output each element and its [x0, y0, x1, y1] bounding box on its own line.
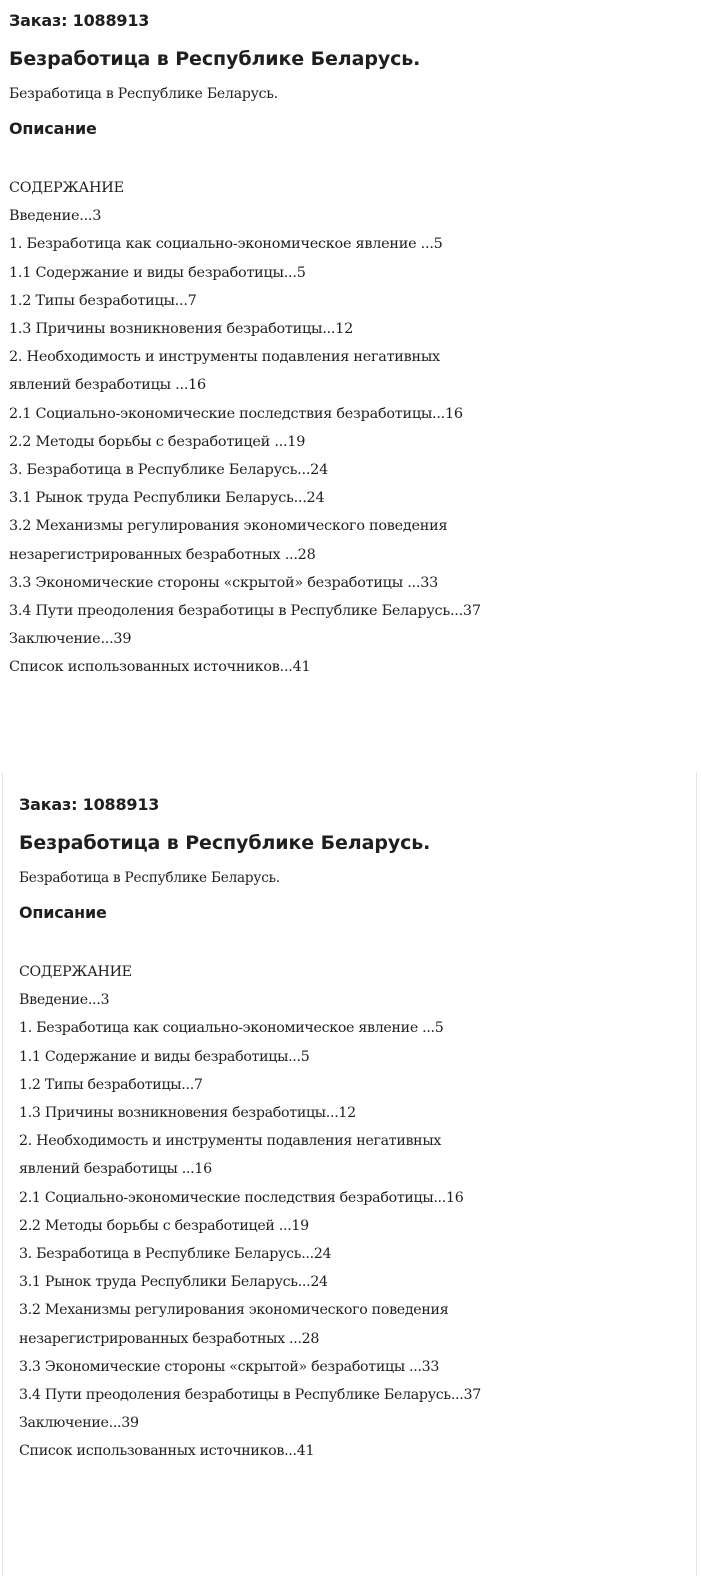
toc-item: 2. Необходимость и инструменты подавления негативных [19, 1133, 442, 1150]
toc-item: 3.2 Механизмы регулирования экономического поведения [9, 518, 448, 535]
order-card-bottom [2, 772, 697, 1576]
order-subtitle: Безработица в Республике Беларусь. [19, 870, 280, 886]
toc-item: 1.1 Содержание и виды безработицы...5 [19, 1048, 310, 1065]
description-heading: Описание [19, 903, 107, 922]
toc-item: явлений безработицы ...16 [9, 377, 206, 394]
table-of-contents [19, 958, 696, 1466]
toc-item: 1.2 Типы безработицы...7 [9, 292, 197, 309]
order-card-top [0, 0, 701, 772]
toc-item: 3.2 Механизмы регулирования экономического поведения [19, 1302, 449, 1319]
toc-item: 1.3 Причины возникновения безработицы...12 [19, 1105, 356, 1122]
toc-item: незарегистрированных безработных ...28 [19, 1330, 320, 1347]
toc-item: 3. Безработица в Республике Беларусь...24 [9, 462, 328, 479]
toc-heading: СОДЕРЖАНИЕ [9, 180, 124, 196]
toc-item: 3.1 Рынок труда Республики Беларусь...24 [19, 1274, 328, 1291]
order-title: Безработица в Республике Беларусь. [19, 832, 431, 854]
toc-item: 3.3 Экономические стороны «скрытой» безработицы ...33 [9, 574, 439, 591]
order-title: Безработица в Республике Беларусь. [9, 48, 421, 70]
toc-item: 2.2 Методы борьбы с безработицей ...19 [19, 1217, 309, 1234]
toc-item: 3.4 Пути преодоления безработицы в Республике Беларусь...37 [19, 1387, 481, 1404]
order-subtitle: Безработица в Республике Беларусь. [9, 86, 278, 102]
toc-item: 2. Необходимость и инструменты подавления негативных [9, 349, 440, 366]
toc-item: Заключение...39 [19, 1415, 139, 1432]
toc-item: 2.2 Методы борьбы с безработицей ...19 [9, 433, 306, 450]
toc-item: 1.3 Причины возникновения безработицы...12 [9, 321, 353, 338]
toc-item: явлений безработицы ...16 [19, 1161, 212, 1178]
order-number: Заказ: 1088913 [19, 795, 160, 814]
toc-item: 3.3 Экономические стороны «скрытой» безработицы ...33 [19, 1358, 440, 1375]
order-number: Заказ: 1088913 [9, 11, 150, 30]
table-of-contents [9, 174, 701, 682]
toc-item: 1.1 Содержание и виды безработицы...5 [9, 264, 306, 281]
toc-item: 2.1 Социально-экономические последствия безработицы...16 [19, 1189, 464, 1206]
toc-item: 1. Безработица как социально-экономическое явление ...5 [19, 1020, 444, 1037]
toc-item: Список использованных источников...41 [9, 659, 311, 676]
toc-item: 1.2 Типы безработицы...7 [19, 1076, 203, 1093]
toc-heading: СОДЕРЖАНИЕ [19, 964, 132, 980]
toc-item: 3.4 Пути преодоления безработицы в Республике Беларусь...37 [9, 603, 481, 620]
toc-item: Введение...3 [9, 208, 102, 225]
toc-item: 3. Безработица в Республике Беларусь...24 [19, 1246, 332, 1263]
toc-item: Введение...3 [19, 992, 110, 1009]
toc-item: Заключение...39 [9, 631, 132, 648]
description-heading: Описание [9, 119, 97, 138]
toc-item: 2.1 Социально-экономические последствия безработицы...16 [9, 405, 463, 422]
toc-item: незарегистрированных безработных ...28 [9, 546, 316, 563]
toc-item: 3.1 Рынок труда Республики Беларусь...24 [9, 490, 325, 507]
toc-item: 1. Безработица как социально-экономическое явление ...5 [9, 236, 443, 253]
toc-item: Список использованных источников...41 [19, 1443, 315, 1460]
